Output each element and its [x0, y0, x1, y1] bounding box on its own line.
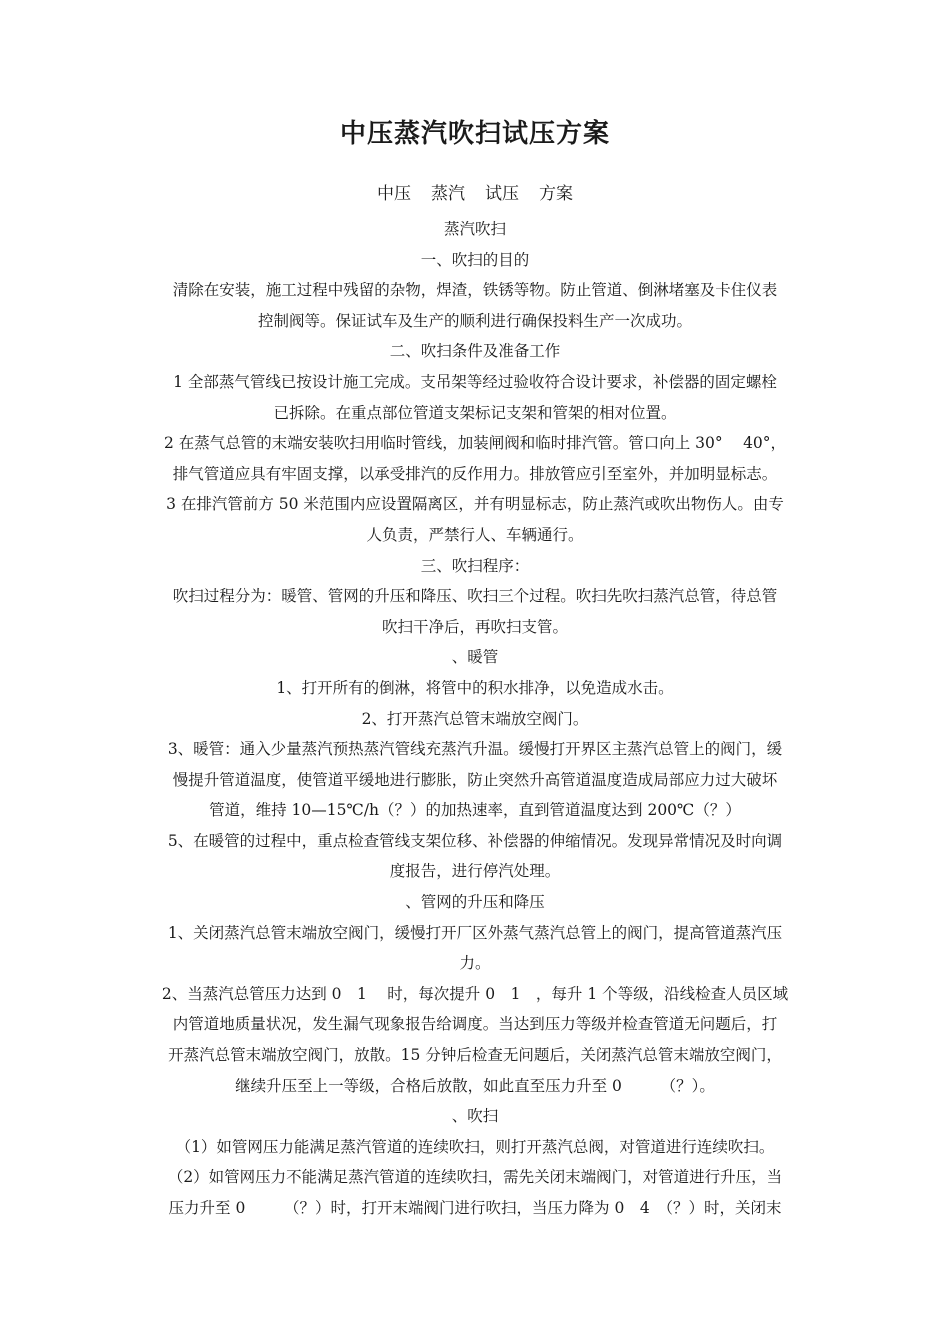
paragraph-line: 2 在蒸气总管的末端安装吹扫用临时管线，加装闸阀和临时排汽管。管口向上 30° 40°， — [163, 434, 787, 453]
paragraph-line: 慢提升管道温度，使管道平缓地进行膨胀，防止突然升高管道温度造成局部应力过大破坏 — [172, 770, 778, 789]
paragraph-line: 度报告，进行停汽处理。 — [389, 862, 561, 881]
paragraph-line: 内管道地质量状况，发生漏气现象报告给调度。当达到压力等级并检查管道无问题后，打 — [172, 1015, 778, 1034]
paragraph-line: 开蒸汽总管末端放空阀门，放散。15 分钟后检查无问题后，关闭蒸汽总管末端放空阀门， — [168, 1046, 782, 1065]
paragraph-line: 1、关闭蒸汽总管末端放空阀门，缓慢打开厂区外蒸气蒸汽总管上的阀门，提高管道蒸汽压 — [167, 923, 783, 942]
section-heading: 、暖管 — [451, 648, 499, 667]
paragraph-line: 1、打开所有的倒淋，将管中的积水排净，以免造成水击。 — [276, 678, 674, 697]
subtitle-word: 中压 — [377, 184, 411, 204]
paragraph-line: 1 全部蒸气管线已按设计施工完成。支吊架等经过验收符合设计要求，补偿器的固定螺栓 — [173, 372, 777, 391]
section-heading: 一、吹扫的目的 — [420, 250, 530, 269]
paragraph-line: 3、暖管：通入少量蒸汽预热蒸汽管线充蒸汽升温。缓慢打开界区主蒸汽总管上的阀门，缓 — [167, 740, 783, 759]
paragraph-line: 管道，维持 10—15℃/h（？）的加热速率，直到管道温度达到 200℃（？） — [209, 801, 741, 820]
section-heading: 二、吹扫条件及准备工作 — [389, 342, 561, 361]
paragraph-line: 力。 — [459, 954, 491, 973]
document-title: 中压蒸汽吹扫试压方案 — [339, 119, 610, 149]
subtitle-word: 方案 — [539, 184, 573, 204]
document-page — [140, 110, 810, 1224]
paragraph-line: 2、打开蒸汽总管末端放空阀门。 — [361, 709, 589, 728]
section-heading: 三、吹扫程序： — [420, 556, 530, 575]
paragraph-line: 吹扫干净后，再吹扫支管。 — [381, 617, 568, 636]
paragraph-line: （2）如管网压力不能满足蒸汽管道的连续吹扫，需先关闭末端阀门，对管道进行升压，当 — [167, 1168, 783, 1187]
document-body — [140, 214, 810, 1224]
paragraph-line: 清除在安装，施工过程中残留的杂物，焊渣，铁锈等物。防止管道、倒淋堵塞及卡住仪表 — [172, 281, 778, 300]
paragraph-line: 3 在排汽管前方 50 米范围内应设置隔离区，并有明显标志，防止蒸汽或吹出物伤人。由专 — [166, 495, 784, 514]
paragraph-line: 已拆除。在重点部位管道支架标记支架和管架的相对位置。 — [273, 403, 677, 422]
paragraph-line: 人负责，严禁行人、车辆通行。 — [366, 525, 584, 544]
paragraph-line: 压力升至 0 （？）时，打开末端阀门进行吹扫，当压力降为 0 4 （？）时，关闭末 — [168, 1199, 782, 1217]
section-heading: 蒸汽吹扫 — [443, 220, 506, 238]
paragraph-line: （1）如管网压力能满足蒸汽管道的连续吹扫，则打开蒸汽总阀，对管道进行连续吹扫。 — [175, 1137, 775, 1156]
paragraph-line: 继续升压至上一等级，合格后放散，如此直至压力升至 0 （？）。 — [235, 1076, 715, 1095]
section-heading: 、吹扫 — [451, 1107, 499, 1126]
section-heading: 、管网的升压和降压 — [405, 893, 545, 912]
subtitle-word: 试压 — [485, 184, 519, 204]
paragraph-line: 2、当蒸汽总管压力达到 0 1 时，每次提升 0 1 ，每升 1 个等级，沿线检查人员区域 — [161, 984, 789, 1003]
subtitle-word: 蒸汽 — [431, 184, 465, 204]
paragraph-line: 控制阀等。保证试车及生产的顺利进行确保投料生产一次成功。 — [257, 311, 692, 330]
paragraph-line: 吹扫过程分为：暖管、管网的升压和降压、吹扫三个过程。吹扫先吹扫蒸汽总管，待总管 — [172, 587, 778, 606]
paragraph-line: 排气管道应具有牢固支撑，以承受排汽的反作用力。排放管应引至室外，并加明显标志。 — [172, 464, 778, 483]
paragraph-line: 5、在暖管的过程中，重点检查管线支架位移、补偿器的伸缩情况。发现异常情况及时向调 — [167, 831, 783, 850]
document-subtitle — [140, 178, 810, 210]
